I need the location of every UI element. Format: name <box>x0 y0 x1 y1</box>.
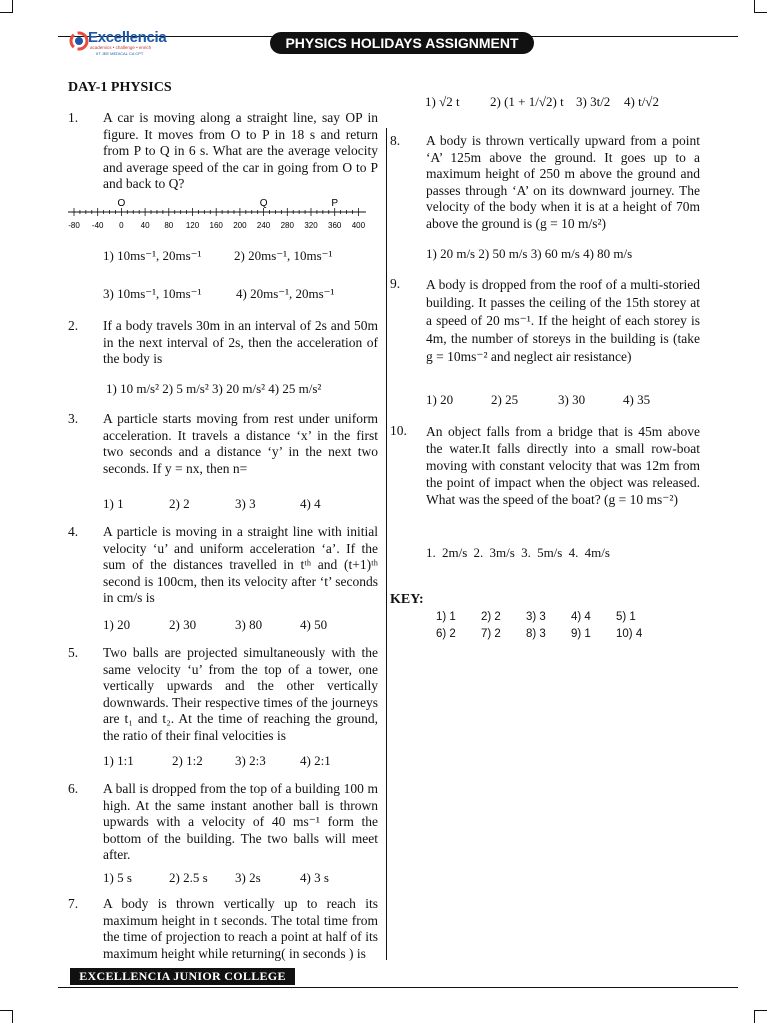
axis-tick-label: 400 <box>351 221 366 230</box>
axis-tick-label: 240 <box>256 221 271 230</box>
q4-option-2: 2) 30 <box>169 617 197 632</box>
column-divider <box>386 128 387 960</box>
axis-point-o: O <box>117 198 126 209</box>
excellencia-logo-icon <box>68 30 90 52</box>
axis-point-p: P <box>331 198 339 209</box>
q3-option-3: 3) 3 <box>235 496 256 511</box>
q6-option-1: 1) 5 s <box>103 870 132 885</box>
q4-option-4: 4) 50 <box>300 617 328 632</box>
q3-option-4: 4) 4 <box>300 496 321 511</box>
axis-tick-label: 120 <box>185 221 200 230</box>
key-title: KEY: <box>390 592 424 607</box>
page-title: PHYSICS HOLIDAYS ASSIGNMENT <box>270 32 534 54</box>
key-10: 10) 4 <box>616 628 643 640</box>
q1-number-line <box>66 198 376 238</box>
q5-text: Two balls are projected simultaneously with the same velocity ‘u’ from the top of a tower, one vertically upwards and the other vertically downwards. Their respective times of the journeys are t₁ and t₂. At the time of reaching the ground, the ratio of their final velocities is <box>103 645 378 743</box>
q10-options: 1. 2m/s 2. 3m/s 3. 5m/s 4. 4m/s <box>426 545 610 560</box>
q3-number: 3. <box>68 411 79 426</box>
q9-option-1: 1) 20 <box>426 392 454 407</box>
logo-name: Excellencia <box>88 29 167 46</box>
q7-option-4: 4) t/√2 <box>624 94 659 109</box>
axis-tick-label: 80 <box>164 221 174 230</box>
q3-option-2: 2) 2 <box>169 496 190 511</box>
key-4: 4) 4 <box>571 611 591 623</box>
axis-tick-label: 200 <box>233 221 247 230</box>
crop-mark <box>754 0 767 13</box>
q1-text: A car is moving along a straight line, say OP in figure. It moves from O to P in 18 s and return from P to Q in 6 s. What are the average velocity and average speed of the car in going from O to P and back to Q? <box>103 110 378 191</box>
axis-point-q: Q <box>259 198 268 209</box>
q9-text: A body is dropped from the roof of a multi-storied building. It passes the ceiling of the 15th storey at a speed of 20 ms⁻¹. If the height of each storey is 4m, the number of storeys in the building is (take g = 10ms⁻² and neglect air resistance) <box>426 277 700 364</box>
q4-option-1: 1) 20 <box>103 617 131 632</box>
q8-number: 8. <box>390 133 401 148</box>
axis-tick-label: 360 <box>328 221 342 230</box>
q1-option-4: 4) 20ms⁻¹, 20ms⁻¹ <box>236 286 335 301</box>
footer-college-name: EXCELLENCIA JUNIOR COLLEGE <box>70 968 295 985</box>
crop-mark <box>0 1010 13 1023</box>
q10-text: An object falls from a bridge that is 45m above the water.It falls directly into a small row-boat moving with constant velocity that was 12m from the point of impact when the object was released. What was the speed of the boat? (g = 10 ms⁻²) <box>426 424 700 507</box>
q6-option-3: 3) 2s <box>235 870 261 885</box>
q3-text: A particle starts moving from rest under uniform acceleration. It travels a distance ‘x’ in the first two seconds and a distance ‘y’ in the next two seconds. If y = nx, then n= <box>103 411 378 476</box>
key-2: 2) 2 <box>481 611 501 623</box>
crop-mark <box>754 1010 767 1023</box>
q9-number: 9. <box>390 276 401 291</box>
axis-tick-label: 0 <box>119 221 124 230</box>
axis-tick-label: -40 <box>91 221 104 230</box>
key-5: 5) 1 <box>616 611 636 623</box>
q4-text: A particle is moving in a straight line with initial velocity ‘u’ and uniform acceleration ‘a’. If the sum of the distances travelled in tᵗʰ and (t+1)ᵗʰ second is 100cm, then its velocity after ‘t’ seconds in cm/s is <box>103 524 378 605</box>
q1-option-2: 2) 20ms⁻¹, 10ms⁻¹ <box>234 248 333 263</box>
q9-option-2: 2) 25 <box>491 392 519 407</box>
q2-text: If a body travels 30m in an interval of 2s and 50m in the next interval of 2s, then the acceleration of the body is <box>103 318 378 366</box>
q5-option-1: 1) 1:1 <box>103 753 134 768</box>
axis-tick-label: -80 <box>68 221 80 230</box>
q7-option-3: 3) 3t/2 <box>576 94 611 109</box>
q10-number: 10. <box>390 423 407 438</box>
q4-number: 4. <box>68 524 79 539</box>
q8-text: A body is thrown vertically upward from a point ‘A’ 125m above the ground. It goes up to a maximum height of 250 m above the ground and passes through ‘A’ on its downward journey. The velocity of the body when it is at a height of 70m above the ground is (g = 10 m/s²) <box>426 133 700 231</box>
q1-number: 1. <box>68 110 79 125</box>
q1-option-1: 1) 10ms⁻¹, 20ms⁻¹ <box>103 248 202 263</box>
q3-option-1: 1) 1 <box>103 496 124 511</box>
q1-option-3: 3) 10ms⁻¹, 10ms⁻¹ <box>103 286 202 301</box>
key-7: 7) 2 <box>481 628 501 640</box>
q9-option-3: 3) 30 <box>558 392 586 407</box>
q7-number: 7. <box>68 896 79 911</box>
axis-tick-label: 160 <box>209 221 223 230</box>
q6-number: 6. <box>68 781 79 796</box>
q2-number: 2. <box>68 318 79 333</box>
key-1: 1) 1 <box>436 611 456 623</box>
key-8: 8) 3 <box>526 628 546 640</box>
q4-option-3: 3) 80 <box>235 617 263 632</box>
q7-text: A body is thrown vertically up to reach its maximum height in t seconds. The total time from the time of projection to reach a point at half of its maximum height while returning( in seconds ) is <box>103 896 378 961</box>
day-title: DAY-1 PHYSICS <box>68 80 172 95</box>
q5-option-2: 2) 1:2 <box>172 753 203 768</box>
q8-options: 1) 20 m/s 2) 50 m/s 3) 60 m/s 4) 80 m/s <box>426 246 633 261</box>
q5-number: 5. <box>68 645 79 660</box>
frame-bottom-line <box>58 987 738 988</box>
q9-option-4: 4) 35 <box>623 392 651 407</box>
axis-tick-label: 280 <box>280 221 294 230</box>
axis-tick-label: 40 <box>140 221 150 230</box>
q2-options: 1) 10 m/s² 2) 5 m/s² 3) 20 m/s² 4) 25 m/s² <box>106 381 322 396</box>
q6-option-2: 2) 2.5 s <box>169 870 208 885</box>
q5-option-4: 4) 2:1 <box>300 753 331 768</box>
axis-tick-label: 320 <box>304 221 318 230</box>
q5-option-3: 3) 2:3 <box>235 753 266 768</box>
key-6: 6) 2 <box>436 628 456 640</box>
logo-tagline: academics • challenge • enrich <box>90 45 152 50</box>
key-9: 9) 1 <box>571 628 591 640</box>
logo-sub: IIT JEE MEDICAL CA CPT <box>96 51 144 56</box>
q7-option-2: 2) (1 + 1/√2) t <box>490 94 564 109</box>
crop-mark <box>0 0 13 13</box>
q6-option-4: 4) 3 s <box>300 870 329 885</box>
q7-option-1: 1) √2 t <box>425 94 460 109</box>
key-3: 3) 3 <box>526 611 546 623</box>
q6-text: A ball is dropped from the top of a building 100 m high. At the same instant another ball is thrown upwards with a velocity of 40 ms⁻¹ form the bottom of the building. The two balls will meet after. <box>103 781 378 862</box>
